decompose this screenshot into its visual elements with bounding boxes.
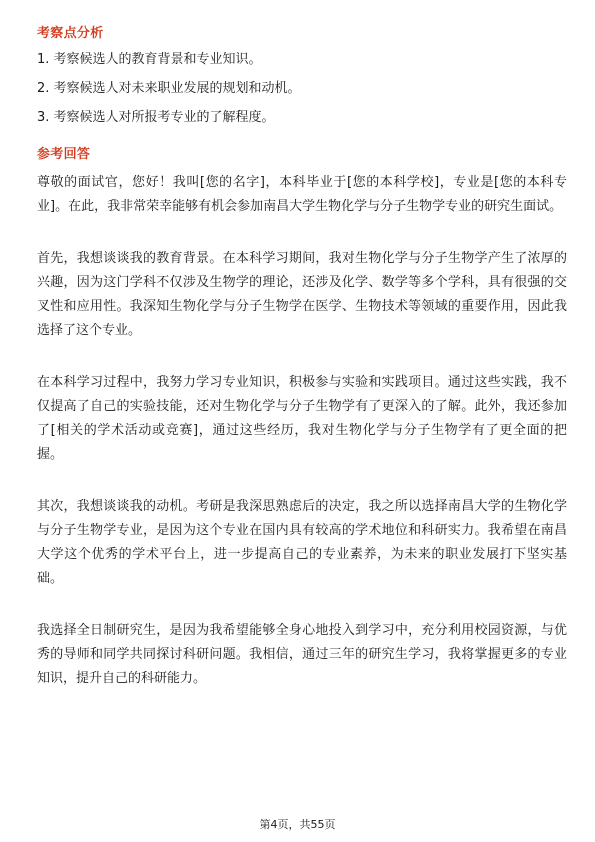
answer-paragraph-1: 尊敬的面试官，您好！我叫[您的名字]，本科毕业于[您的本科学校]，专业是[您的本科专业]。在此，我非常荣幸能够有机会参加南昌大学生物化学与分子生物学专业的研究生面试。 <box>37 175 567 214</box>
answer-body <box>37 171 567 691</box>
answer-paragraph-5: 我选择全日制研究生，是因为我希望能够全身心地投入到学习中，充分利用校园资源，与优秀的导师和同学共同探讨科研问题。我相信，通过三年的研究生学习，我将掌握更多的专业知识，提升自己的科研能力。 <box>37 623 567 686</box>
analysis-point-2: 2. 考察候选人对未来职业发展的规划和动机。 <box>37 81 301 96</box>
analysis-points-list <box>37 52 567 139</box>
analysis-point-1: 1. 考察候选人的教育背景和专业知识。 <box>37 52 262 67</box>
answer-paragraph-2: 首先，我想谈谈我的教育背景。在本科学习期间，我对生物化学与分子生物学产生了浓厚的兴趣，因为这门学科不仅涉及生物学的理论，还涉及化学、数学等多个学科，具有很强的交叉性和应用性。我深知生物化学与分子生物学在医学、生物技术等领域的重要作用，因此我选择了这个专业。 <box>37 251 567 338</box>
analysis-point-3: 3. 考察候选人对所报考专业的了解程度。 <box>37 110 275 125</box>
answer-paragraph-3: 在本科学习过程中，我努力学习专业知识，积极参与实验和实践项目。通过这些实践，我不仅提高了自己的实验技能，还对生物化学与分子生物学有了更深入的了解。此外，我还参加了[相关的学术活动或竞赛]，通过这些经历，我对生物化学与分子生物学有了更全面的把握。 <box>37 375 567 462</box>
analysis-heading: 考察点分析 <box>37 26 104 41</box>
answer-paragraph-4: 其次，我想谈谈我的动机。考研是我深思熟虑后的决定，我之所以选择南昌大学的生物化学与分子生物学专业，是因为这个专业在国内具有较高的学术地位和科研实力。我希望在南昌大学这个优秀的学术平台上，进一步提高自己的专业素养，为未来的职业发展打下坚实基础。 <box>37 499 567 586</box>
answer-heading: 参考回答 <box>37 147 91 162</box>
page-number: 第4页，共55页 <box>259 818 336 831</box>
